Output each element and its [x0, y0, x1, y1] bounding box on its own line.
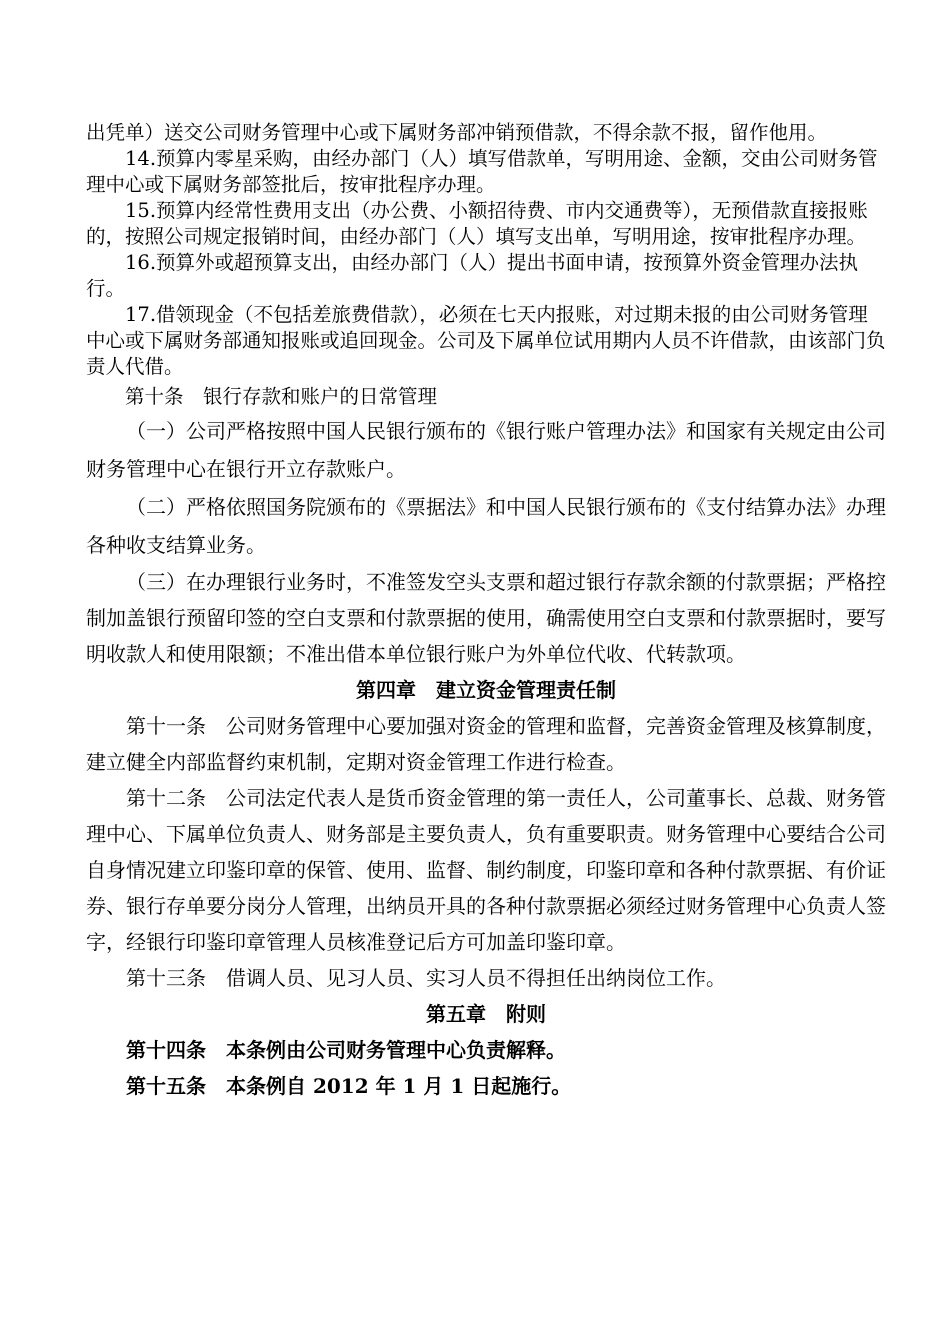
paragraph-continuation: 出凭单）送交公司财务管理中心或下属财务部冲销预借款，不得余款不报，留作他用。	[86, 121, 828, 144]
article-14: 第十四条 本条例由公司财务管理中心负责解释。	[126, 1038, 566, 1062]
paragraph-item-15: 15.预算内经常性费用支出（办公费、小额招待费、市内交通费等），无预借款直接报账的，按照公司规定报销时间，由经办部门（人）填写支出单，写明用途，按审批程序办理。	[86, 199, 868, 248]
paragraph-item-17: 17.借领现金（不包括差旅费借款），必须在七天内报账，对过期未报的由公司财务管理中心或下属财务部通知报账或追回现金。公司及下属单位试用期内人员不许借款，由该部门负责人代借。	[86, 303, 886, 378]
article-15: 第十五条 本条例自 2012 年 1 月 1 日起施行。	[126, 1074, 572, 1098]
document-page	[86, 120, 886, 1104]
paragraph-item-14: 14.预算内零星采购，由经办部门（人）填写借款单，写明用途、金额，交由公司财务管理中心或下属财务部签批后，按审批程序办理。	[86, 147, 878, 196]
chapter-5-heading: 第五章 附则	[426, 1002, 546, 1026]
article-10-clause-2: （二）严格依照国务院颁布的《票据法》和中国人民银行颁布的《支付结算办法》办理各种收支结算业务。	[86, 495, 886, 557]
article-13: 第十三条 借调人员、见习人员、实习人员不得担任出纳岗位工作。	[126, 966, 726, 990]
article-12: 第十二条 公司法定代表人是货币资金管理的第一责任人，公司董事长、总裁、财务管理中心、下属单位负责人、财务部是主要负责人，负有重要职责。财务管理中心要结合公司自身情况建立印鉴印章的保管、使用、监督、制约制度，印鉴印章和各种付款票据、有价证券、银行存单要分岗分人管理，出纳员开具的各种付款票据必须经过财务管理中心负责人签字，经银行印鉴印章管理人员核准登记后方可加盖印鉴印章。	[86, 786, 886, 954]
article-10-clause-3: （三）在办理银行业务时，不准签发空头支票和超过银行存款余额的付款票据；严格控制加盖银行预留印签的空白支票和付款票据的使用，确需使用空白支票和付款票据时，要写明收款人和使用限额；不准出借本单位银行账户为外单位代收、代转款项。	[86, 570, 886, 666]
article-11: 第十一条 公司财务管理中心要加强对资金的管理和监督，完善资金管理及核算制度，建立健全内部监督约束机制，定期对资金管理工作进行检查。	[86, 714, 886, 774]
article-10-title: 第十条 银行存款和账户的日常管理	[125, 385, 438, 408]
article-10-clause-1: （一）公司严格按照中国人民银行颁布的《银行账户管理办法》和国家有关规定由公司财务管理中心在银行开立存款账户。	[86, 419, 886, 481]
paragraph-item-16: 16.预算外或超预算支出，由经办部门（人）提出书面申请，按预算外资金管理办法执行。	[86, 251, 859, 300]
chapter-4-heading: 第四章 建立资金管理责任制	[356, 678, 616, 702]
